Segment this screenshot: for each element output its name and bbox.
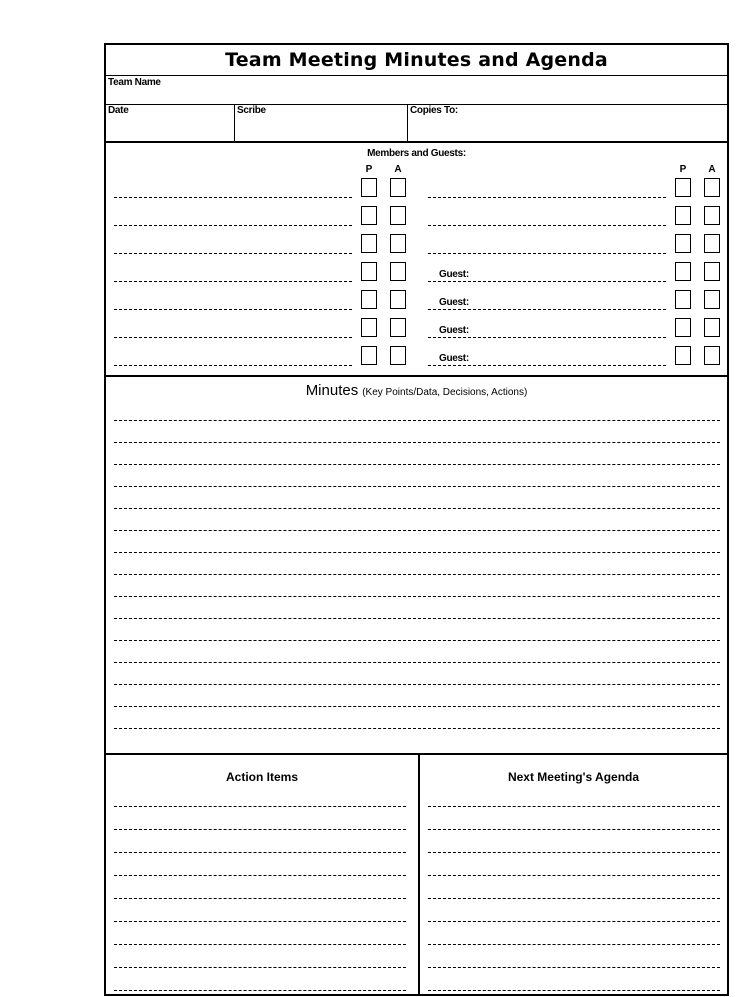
agenda-line[interactable] (428, 944, 720, 945)
present-checkbox[interactable] (361, 234, 377, 253)
present-checkbox[interactable] (361, 262, 377, 281)
member-name-line[interactable] (114, 197, 352, 198)
member-name-line[interactable] (114, 365, 352, 366)
meeting-form (104, 43, 729, 996)
agenda-line[interactable] (428, 806, 720, 807)
absent-checkbox[interactable] (390, 234, 406, 253)
minutes-line[interactable] (114, 464, 720, 465)
action-item-line[interactable] (114, 921, 406, 922)
present-checkbox[interactable] (361, 206, 377, 225)
minutes-line[interactable] (114, 662, 720, 663)
minutes-line[interactable] (114, 618, 720, 619)
member-name-line[interactable] (114, 309, 352, 310)
member-name-line[interactable] (114, 253, 352, 254)
scribe-field[interactable] (235, 104, 407, 141)
date-field[interactable] (106, 104, 234, 141)
minutes-line[interactable] (114, 508, 720, 509)
present-checkbox[interactable] (675, 318, 691, 337)
guest-name-line[interactable] (428, 337, 666, 338)
minutes-subtitle: (Key Points/Data, Decisions, Actions) (362, 387, 528, 398)
agenda-line[interactable] (428, 875, 720, 876)
present-checkbox[interactable] (675, 234, 691, 253)
absent-header-left: A (394, 164, 402, 175)
absent-header-right: A (708, 164, 716, 175)
agenda-title: Next Meeting's Agenda (507, 770, 640, 784)
members-section (106, 142, 727, 377)
agenda-line[interactable] (428, 967, 720, 968)
absent-checkbox[interactable] (390, 290, 406, 309)
action-item-line[interactable] (114, 852, 406, 853)
action-items-title: Action Items (225, 770, 298, 784)
guest-label: Guest: (439, 269, 469, 280)
action-item-line[interactable] (114, 990, 406, 991)
absent-checkbox[interactable] (704, 178, 720, 197)
member-name-line[interactable] (428, 225, 666, 226)
date-label: Date (108, 105, 129, 116)
absent-checkbox[interactable] (704, 234, 720, 253)
action-item-line[interactable] (114, 967, 406, 968)
action-item-line[interactable] (114, 875, 406, 876)
copies-to-label: Copies To: (410, 105, 458, 116)
absent-checkbox[interactable] (390, 206, 406, 225)
minutes-line[interactable] (114, 728, 720, 729)
action-item-line[interactable] (114, 829, 406, 830)
bottom-section (106, 755, 727, 996)
scribe-label: Scribe (237, 105, 266, 116)
minutes-line[interactable] (114, 706, 720, 707)
team-name-label: Team Name (108, 77, 161, 88)
present-header-left: P (365, 164, 373, 175)
absent-checkbox[interactable] (390, 346, 406, 365)
minutes-line[interactable] (114, 420, 720, 421)
guest-label: Guest: (439, 325, 469, 336)
agenda-line[interactable] (428, 921, 720, 922)
present-checkbox[interactable] (675, 290, 691, 309)
copies-to-field[interactable] (408, 104, 727, 141)
minutes-section (106, 377, 727, 755)
guest-name-line[interactable] (428, 309, 666, 310)
minutes-title: Minutes (305, 382, 359, 399)
action-item-line[interactable] (114, 806, 406, 807)
team-name-field[interactable] (106, 75, 727, 105)
agenda-line[interactable] (428, 990, 720, 991)
present-checkbox[interactable] (675, 206, 691, 225)
minutes-line[interactable] (114, 530, 720, 531)
agenda-section (420, 755, 727, 996)
guest-name-line[interactable] (428, 281, 666, 282)
present-checkbox[interactable] (361, 346, 377, 365)
present-checkbox[interactable] (675, 346, 691, 365)
absent-checkbox[interactable] (704, 206, 720, 225)
member-name-line[interactable] (428, 197, 666, 198)
minutes-line[interactable] (114, 640, 720, 641)
absent-checkbox[interactable] (704, 290, 720, 309)
absent-checkbox[interactable] (704, 262, 720, 281)
minutes-line[interactable] (114, 574, 720, 575)
absent-checkbox[interactable] (390, 178, 406, 197)
guest-name-line[interactable] (428, 365, 666, 366)
guest-label: Guest: (439, 353, 469, 364)
minutes-line[interactable] (114, 596, 720, 597)
minutes-line[interactable] (114, 486, 720, 487)
present-header-right: P (679, 164, 687, 175)
members-title: Members and Guests: (367, 148, 466, 159)
member-name-line[interactable] (114, 225, 352, 226)
agenda-line[interactable] (428, 829, 720, 830)
present-checkbox[interactable] (675, 262, 691, 281)
action-items-section (106, 755, 418, 996)
present-checkbox[interactable] (361, 178, 377, 197)
form-title: Team Meeting Minutes and Agenda (106, 45, 727, 76)
absent-checkbox[interactable] (704, 318, 720, 337)
agenda-line[interactable] (428, 898, 720, 899)
minutes-line[interactable] (114, 552, 720, 553)
member-name-line[interactable] (114, 337, 352, 338)
minutes-line[interactable] (114, 442, 720, 443)
guest-label: Guest: (439, 297, 469, 308)
member-name-line[interactable] (428, 253, 666, 254)
present-checkbox[interactable] (675, 178, 691, 197)
member-name-line[interactable] (114, 281, 352, 282)
present-checkbox[interactable] (361, 290, 377, 309)
agenda-line[interactable] (428, 852, 720, 853)
absent-checkbox[interactable] (390, 318, 406, 337)
present-checkbox[interactable] (361, 318, 377, 337)
info-row (106, 104, 727, 143)
absent-checkbox[interactable] (704, 346, 720, 365)
minutes-heading (106, 382, 727, 400)
action-item-line[interactable] (114, 944, 406, 945)
minutes-line[interactable] (114, 684, 720, 685)
action-item-line[interactable] (114, 898, 406, 899)
absent-checkbox[interactable] (390, 262, 406, 281)
